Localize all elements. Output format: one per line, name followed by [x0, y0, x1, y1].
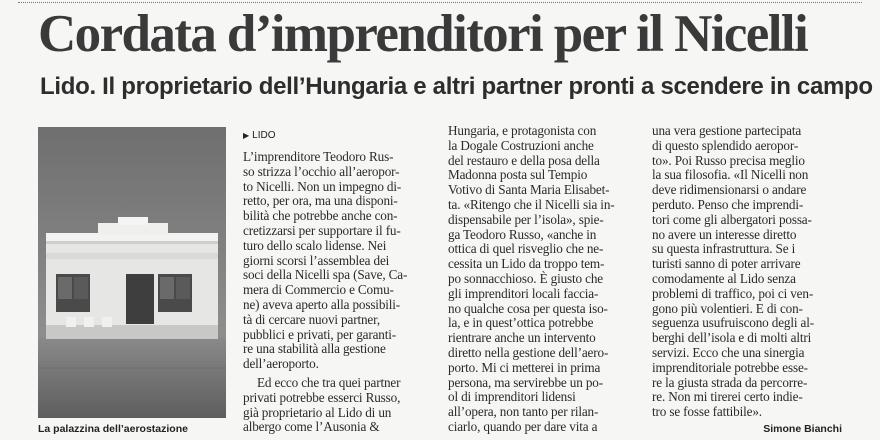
article-text-line: turisti sanno di poter arrivare [652, 256, 801, 272]
article-column-1 [243, 150, 433, 435]
article-text-line: Votivo di Santa Maria Elisabet- [448, 182, 610, 198]
article-text-line: ne) aveva aperto alla possibili- [243, 296, 401, 312]
article-column-2 [448, 124, 638, 435]
article-text-line: perduto. Penso che imprendi- [652, 196, 804, 212]
article-text-line: re. Non mi tirerei certo indie- [652, 389, 803, 405]
article-text-line: ciarlo, quando per dare vita a [448, 418, 598, 434]
article-text-line: turo dello scalo lidense. Nei [243, 237, 387, 253]
article-text-line: no avere un interesse diretto [652, 226, 797, 242]
photo-caption: La palazzina dell’aerostazione [38, 423, 188, 435]
headline: Cordata d’imprenditori per il Nicelli [38, 5, 808, 63]
article-text-line: po sonnacchioso. È giusto che [448, 270, 603, 286]
article-text-line: to». Poi Russo precisa meglio [652, 152, 805, 168]
article-text-line: del restauro e della posa della [448, 152, 600, 168]
article-text-line: gono più volentieri. E di con- [652, 300, 803, 316]
article-text-line: dell’aeroporto. [243, 356, 319, 372]
section-label-text: LIDO [252, 130, 276, 141]
article-text-line: già proprietario al Lido di un [243, 404, 392, 420]
article-text-line: albergo come l’Ausonia & [243, 419, 380, 435]
article-text-line: re una stabilità alla gestione [243, 341, 386, 357]
article-text-line: tori come gli albergatori possa- [652, 211, 812, 227]
article-text-line: comodamente al Lido senza [652, 270, 796, 286]
article-text-line: ta. «Ritengo che il Nicelli sia in- [448, 196, 615, 212]
article-text-line: giorni scorsi l’assemblea dei [243, 252, 390, 268]
article-text-line: Hungaria, e protagonista con [448, 123, 597, 138]
byline: Simone Bianchi [763, 423, 842, 435]
article-text-line: cretizzarsi per supportare il fu- [243, 222, 401, 238]
article-text-line: cessita un Lido da troppo tem- [448, 256, 605, 272]
article-text-line: problemi di traffico, poi ci ven- [652, 285, 814, 301]
article-text-line: tro se fosse fattibile». [652, 404, 762, 420]
article-text-line: tà di cercare nuovi partner, [243, 311, 380, 327]
article-text-line: berghi dell’isola e di molti altri [652, 330, 812, 346]
article-text-line: dispensabile per l’isola», spie- [448, 211, 604, 227]
article-text-line: all’opera, non tanto per rilan- [448, 404, 599, 420]
article-text-line: L’imprenditore Teodoro Rus- [243, 149, 394, 164]
article-text-line: ottica di quel risveglio che ne- [448, 241, 604, 257]
section-marker-icon: ▶ [243, 131, 250, 140]
article-text-line: bilità che potrebbe anche con- [243, 208, 398, 224]
article-text-line: persona, ma servirebbe un po- [448, 374, 603, 390]
article-text-line: to Nicelli. Non un impegno di- [243, 178, 402, 194]
article-text-line: re la giusta strada da percorre- [652, 374, 808, 390]
subheadline: Lido. Il proprietario dell’Hungaria e altri partner pronti a scendere in campo [40, 73, 873, 100]
article-text-line: rientrare anche un intervento [448, 330, 596, 346]
article-text-line: diretto nella gestione dell’aero- [448, 344, 609, 360]
article-text-line: ga Teodoro Russo, «anche in [448, 226, 597, 242]
article-text-line: mera di Commercio e Comu- [243, 282, 394, 298]
section-label [243, 130, 276, 142]
article-text-line: la Dogale Costruzioni anche [448, 137, 594, 153]
article-text-line: la, e in quest’ottica potrebbe [448, 315, 594, 331]
article-text-line: una vera gestione partecipata [652, 123, 802, 138]
article-text-line: gli imprenditori locali faccia- [448, 285, 599, 301]
article-text-line: la sua filosofia. «Il Nicelli non [652, 167, 809, 183]
article-text-line: no qualche cosa per questa iso- [448, 300, 608, 316]
article-text-line: di questo splendido aeropor- [652, 137, 799, 153]
article-text-line: servizi. Ecco che una sinergia [652, 344, 805, 360]
article-text-line: deve ridimensionarsi o andare [652, 182, 807, 198]
article-text-line: imprenditoriale potrebbe esse- [652, 359, 808, 375]
article-text-line: retto, per ora, ma una disponi- [243, 193, 398, 209]
article-text-line: porto. Mi ci metterei in prima [448, 359, 601, 375]
article-text-line: seguenza usufruiscono degli al- [652, 315, 814, 331]
article-column-3 [652, 124, 842, 420]
article-text-line: su questa infrastruttura. Se i [652, 241, 796, 257]
article-text-line: privati potrebbe esserci Russo, [243, 389, 401, 405]
article-text-line: Madonna posta sul Tempio [448, 167, 588, 183]
article-text-line: soci della Nicelli spa (Save, Ca- [243, 267, 408, 283]
article-text-line: ol di imprenditori lidensi [448, 389, 576, 405]
article-photo [38, 127, 226, 418]
article-text-line: Ed ecco che tra quei partner [257, 374, 401, 390]
article-text-line: so strizza l’occhio all’aeropor- [243, 163, 400, 179]
article-text-line: pubblici e privati, per garanti- [243, 326, 397, 342]
